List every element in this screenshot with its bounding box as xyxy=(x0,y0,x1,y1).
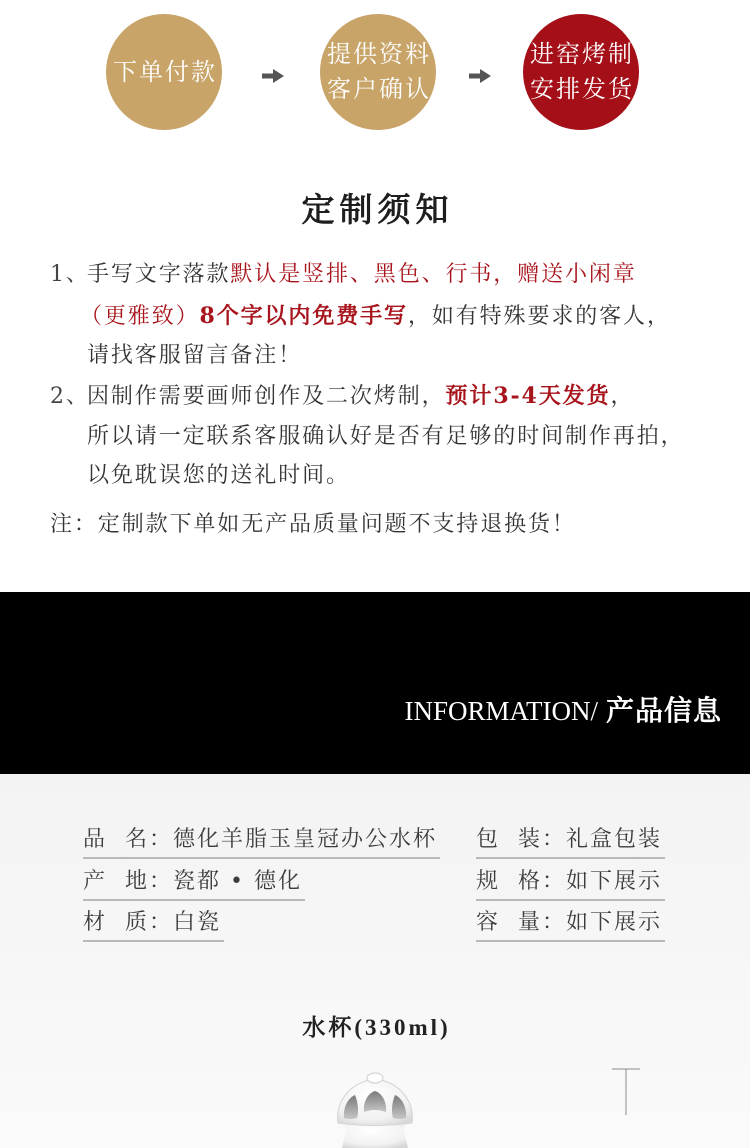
info-label: 规 格： xyxy=(476,869,566,894)
cup-lid-knob xyxy=(367,1073,383,1083)
info-label: 材 质： xyxy=(83,910,173,935)
info-value: 白瓷 xyxy=(173,910,222,935)
notice-highlight-text: （更雅致） xyxy=(80,304,200,329)
notice-emphasis-text: 预计3-4天发货 xyxy=(445,383,611,409)
step-fire-and-ship xyxy=(523,14,639,130)
info-value: 如下展示 xyxy=(566,869,663,894)
notice-emphasis-text: 8个字以内免费手写 xyxy=(199,303,408,329)
notice-item-2-line-3 xyxy=(87,456,350,496)
item-number: 1、 xyxy=(50,262,90,287)
step-pay xyxy=(106,14,222,130)
step-label: 进窑烤制 xyxy=(530,40,634,68)
notice-highlight-text: 默认是竖排、黑色、行书，赠送小闲章 xyxy=(230,262,637,287)
item-number: 2、 xyxy=(50,384,90,409)
info-field-spec xyxy=(476,865,665,901)
info-field-name xyxy=(83,823,440,859)
step-label: 安排发货 xyxy=(530,75,634,103)
notice-item-1-line-3 xyxy=(87,336,302,376)
product-caption: 水杯(330ml) xyxy=(302,1015,451,1040)
banner-heading xyxy=(404,693,722,733)
info-label: 品 名： xyxy=(83,827,173,852)
notice-item-1-line-1 xyxy=(50,255,637,295)
banner-heading-en: INFORMATION/ xyxy=(404,696,598,726)
info-value: 礼盒包装 xyxy=(566,827,663,852)
notice-item-2-line-1 xyxy=(50,376,634,417)
info-label: 包 装： xyxy=(476,827,566,852)
step-label: 下单付款 xyxy=(113,57,217,86)
notice-item-2-line-2 xyxy=(87,417,685,457)
info-value: 瓷都 • 德化 xyxy=(173,869,302,894)
notice-disclaimer xyxy=(50,505,576,545)
cup-lid-image xyxy=(300,1060,450,1148)
dimension-marker xyxy=(610,1066,642,1118)
info-field-packaging xyxy=(476,823,665,859)
notice-text: 以免耽误您的送礼时间。 xyxy=(87,463,350,488)
notice-title: 定制须知 xyxy=(301,190,454,229)
info-field-material xyxy=(83,906,224,942)
info-field-capacity xyxy=(476,906,665,942)
step-label: 提供资料 xyxy=(327,40,431,68)
step-label: 客户确认 xyxy=(327,75,431,103)
disclaimer-text: 注：定制款下单如无产品质量问题不支持退换货！ xyxy=(50,512,576,537)
notice-item-1-line-2 xyxy=(80,296,671,337)
notice-text: 所以请一定联系客服确认好是否有足够的时间制作再拍， xyxy=(87,424,685,449)
banner-heading-cn: 产品信息 xyxy=(605,694,722,727)
notice-text: 因制作需要画师创作及二次烤制， xyxy=(87,384,446,409)
product-info xyxy=(0,774,750,1148)
arrow-right-icon xyxy=(262,69,284,83)
information-banner xyxy=(0,592,750,774)
arrow-right-icon xyxy=(469,69,491,83)
info-value: 德化羊脂玉皇冠办公水杯 xyxy=(173,827,438,852)
notice-text: ， xyxy=(610,384,635,409)
info-field-origin xyxy=(83,865,305,901)
info-value: 如下展示 xyxy=(566,910,663,935)
step-submit-info xyxy=(320,14,436,130)
info-label: 产 地： xyxy=(83,869,173,894)
notice-text: 手写文字落款 xyxy=(87,262,231,287)
info-label: 容 量： xyxy=(476,910,566,935)
notice-text: ，如有特殊要求的客人， xyxy=(407,304,671,329)
notice-text: 请找客服留言备注！ xyxy=(87,343,303,368)
